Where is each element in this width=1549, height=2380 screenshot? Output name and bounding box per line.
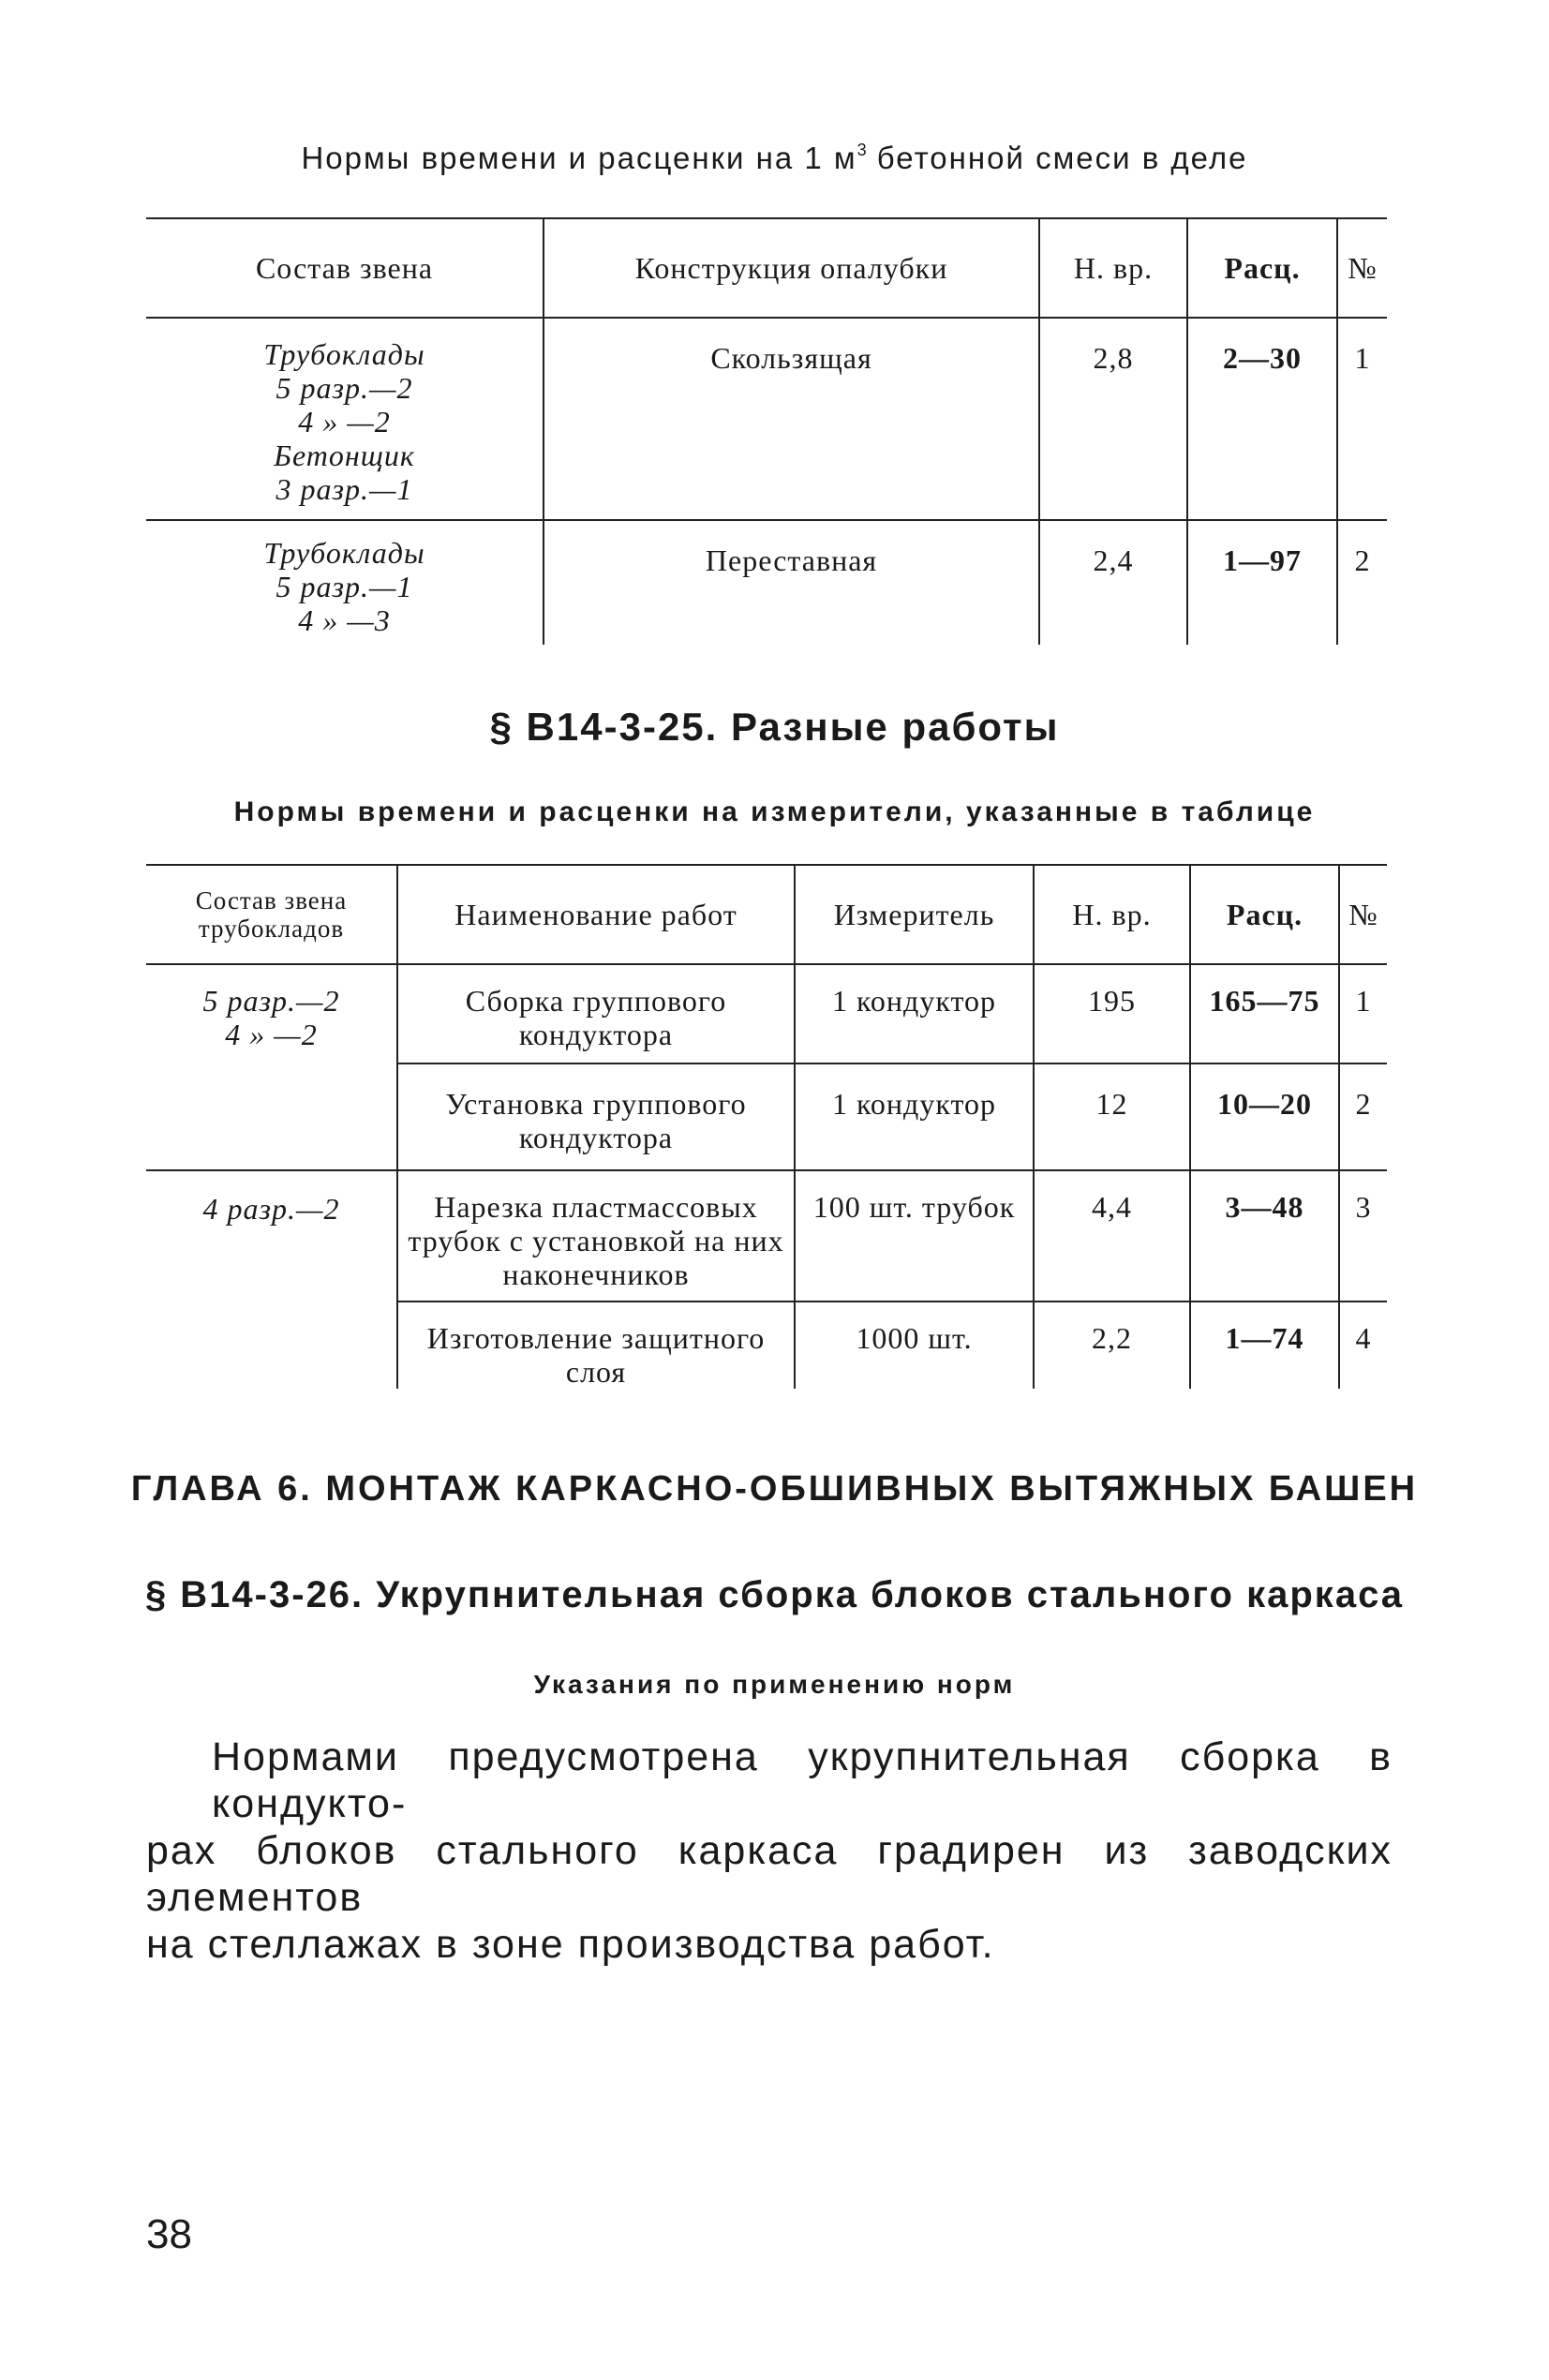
table1-caption-text: Нормы времени и расценки на 1 м bbox=[301, 141, 857, 175]
section2-caption: Указания по применению норм bbox=[533, 1670, 1016, 1699]
table1-row1-crew bbox=[146, 318, 544, 520]
body-line: на стеллажах в зоне производства работ. bbox=[146, 1922, 995, 1967]
table1-caption bbox=[0, 141, 1549, 176]
table1-row1-hvr: 2,8 bbox=[1039, 318, 1187, 520]
table1-caption-sup: 3 bbox=[856, 141, 867, 159]
body-line: Нормами предусмотрена укрупнительная сборка в кондукто- bbox=[212, 1734, 1393, 1826]
table2-row1-hvr: 195 bbox=[1034, 964, 1190, 1064]
table2-row4-rate: 1—74 bbox=[1190, 1302, 1339, 1389]
table2-row2-hvr: 12 bbox=[1034, 1064, 1190, 1170]
table-row bbox=[146, 1170, 1387, 1302]
crew-line: 5 разр.—2 bbox=[202, 984, 340, 1018]
table2-row2-unit: 1 кондуктор bbox=[795, 1064, 1034, 1170]
table2-row1-unit: 1 кондуктор bbox=[795, 964, 1034, 1064]
table2-row3-hvr: 4,4 bbox=[1034, 1170, 1190, 1302]
table1-header-crew: Состав звена bbox=[146, 218, 544, 318]
table2-row3-unit: 100 шт. трубок bbox=[795, 1170, 1034, 1302]
table2-header-row bbox=[146, 865, 1387, 964]
table2-header-rate: Расц. bbox=[1190, 865, 1339, 964]
table2-header-work: Наименование работ bbox=[397, 865, 795, 964]
table1-header-num: № bbox=[1337, 218, 1387, 318]
table2-header-crew: Состав звена трубокладов bbox=[146, 865, 397, 964]
table1-row1-rate: 2—30 bbox=[1187, 318, 1337, 520]
table2-row3-work: Нарезка пластмассовых трубок с установкой на них наконечников bbox=[397, 1170, 795, 1302]
table2-header-unit: Измеритель bbox=[795, 865, 1034, 964]
table1-row2-num: 2 bbox=[1337, 520, 1387, 645]
table2-row4-hvr: 2,2 bbox=[1034, 1302, 1190, 1389]
body-paragraph bbox=[146, 1733, 1393, 1968]
table2-group1-crew bbox=[146, 964, 397, 1170]
crew-line: 4 » —3 bbox=[298, 603, 391, 637]
table2-row2-work: Установка группового кондуктора bbox=[397, 1064, 795, 1170]
table2-row4-work: Изготовление защитного слоя bbox=[397, 1302, 795, 1389]
table1-row2-construction: Переставная bbox=[544, 520, 1039, 645]
table-row bbox=[146, 520, 1387, 645]
table1-caption-tail: бетонной смеси в деле bbox=[866, 141, 1248, 175]
crew-line: 5 разр.—2 bbox=[276, 371, 413, 405]
table2-group2-crew bbox=[146, 1170, 397, 1389]
table2 bbox=[146, 864, 1387, 1389]
body-line: рах блоков стального каркаса градирен из заводских элементов bbox=[146, 1828, 1393, 1920]
table-row bbox=[146, 964, 1387, 1064]
table1-header-construction: Конструкция опалубки bbox=[544, 218, 1039, 318]
table1-header-rate: Расц. bbox=[1187, 218, 1337, 318]
table1 bbox=[146, 217, 1387, 645]
table1-header-hvr: Н. вр. bbox=[1039, 218, 1187, 318]
page-number: 38 bbox=[146, 2211, 192, 2257]
table1-row2-hvr: 2,4 bbox=[1039, 520, 1187, 645]
table1-row1-num: 1 bbox=[1337, 318, 1387, 520]
table2-row3-rate: 3—48 bbox=[1190, 1170, 1339, 1302]
table2-row1-work: Сборка группового кондуктора bbox=[397, 964, 795, 1064]
crew-line: Трубоклады bbox=[263, 337, 425, 371]
section1-title: § В14-3-25. Разные работы bbox=[489, 705, 1060, 749]
crew-line: 5 разр.—1 bbox=[276, 570, 413, 603]
table2-header-num: № bbox=[1339, 865, 1387, 964]
table2-row2-rate: 10—20 bbox=[1190, 1064, 1339, 1170]
table2-row1-rate: 165—75 bbox=[1190, 964, 1339, 1064]
crew-line: 4 разр.—2 bbox=[202, 1192, 340, 1226]
table1-row1-construction: Скользящая bbox=[544, 318, 1039, 520]
table2-row2-num: 2 bbox=[1339, 1064, 1387, 1170]
crew-line: 3 разр.—1 bbox=[276, 472, 413, 506]
crew-line: 4 » —2 bbox=[225, 1018, 318, 1051]
table-row bbox=[146, 318, 1387, 520]
section1-caption: Нормы времени и расценки на измерители, указанные в таблице bbox=[233, 796, 1316, 827]
chapter-heading: ГЛАВА 6. МОНТАЖ КАРКАСНО-ОБШИВНЫХ ВЫТЯЖНЫХ БАШЕН bbox=[130, 1469, 1419, 1509]
crew-line: Бетонщик bbox=[274, 439, 415, 472]
table1-row2-crew bbox=[146, 520, 544, 645]
table2-row4-unit: 1000 шт. bbox=[795, 1302, 1034, 1389]
table2-row1-num: 1 bbox=[1339, 964, 1387, 1064]
section2-title: § В14-3-26. Укрупнительная сборка блоков стального каркаса bbox=[144, 1574, 1405, 1615]
crew-line: Трубоклады bbox=[263, 536, 425, 570]
table2-header-hvr: Н. вр. bbox=[1034, 865, 1190, 964]
crew-line: 4 » —2 bbox=[298, 405, 391, 439]
table1-row2-rate: 1—97 bbox=[1187, 520, 1337, 645]
table2-row4-num: 4 bbox=[1339, 1302, 1387, 1389]
table2-row3-num: 3 bbox=[1339, 1170, 1387, 1302]
table1-header-row bbox=[146, 218, 1387, 318]
